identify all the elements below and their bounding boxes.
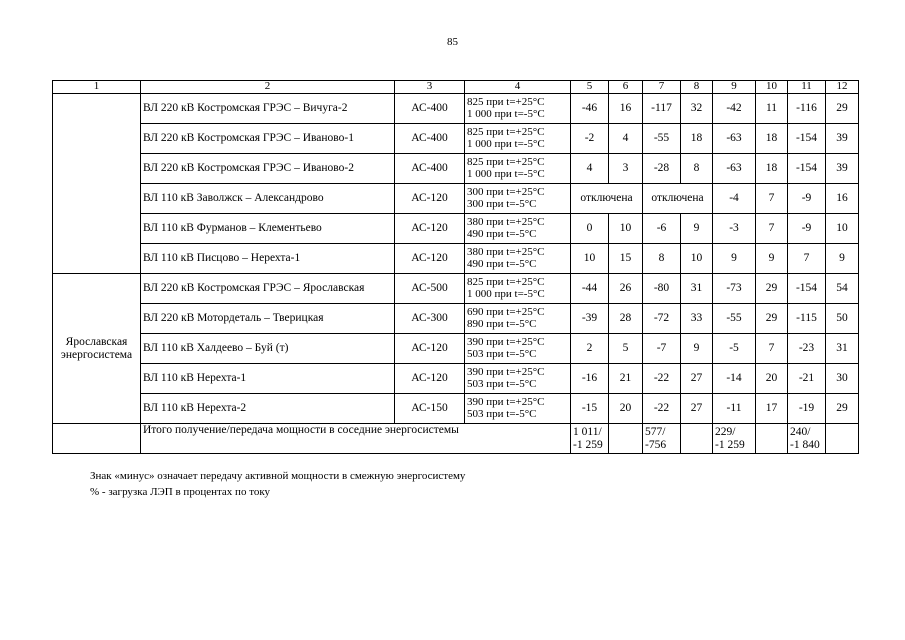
value-cell: -4 xyxy=(713,184,756,214)
value-cell: -23 xyxy=(788,334,826,364)
limit-winter: 503 при t=-5°C xyxy=(467,347,537,360)
value-cell: 26 xyxy=(609,274,643,304)
limit-winter: 300 при t=-5°C xyxy=(467,197,537,210)
value-cell: 8 xyxy=(681,154,713,184)
wire-type: АС-300 xyxy=(395,304,465,334)
limit-winter: 1 000 при t=-5°C xyxy=(467,287,545,300)
status-disconnected: отключена xyxy=(571,184,643,214)
value-cell: 3 xyxy=(609,154,643,184)
value-cell: 20 xyxy=(609,394,643,424)
wire-type: АС-120 xyxy=(395,244,465,274)
value-cell: 7 xyxy=(756,184,788,214)
value-cell: -39 xyxy=(571,304,609,334)
value-cell-empty xyxy=(756,424,788,454)
value-cell: -14 xyxy=(713,364,756,394)
value-cell: -80 xyxy=(643,274,681,304)
line-name: ВЛ 220 кВ Мотордеталь – Тверицкая xyxy=(141,304,395,334)
value-cell: 10 xyxy=(681,244,713,274)
value-cell: -63 xyxy=(713,124,756,154)
table-row xyxy=(53,364,859,394)
value-cell: -5 xyxy=(713,334,756,364)
value-cell: 7 xyxy=(756,334,788,364)
value-cell: 11 xyxy=(756,94,788,124)
line-name: ВЛ 220 кВ Костромская ГРЭС – Вичуга-2 xyxy=(141,94,395,124)
line-name: ВЛ 110 кВ Нерехта-2 xyxy=(141,394,395,424)
value-cell: -154 xyxy=(788,124,826,154)
table-row xyxy=(53,214,859,244)
total-receive: 577/ xyxy=(645,426,666,439)
header-row xyxy=(53,81,859,94)
limit-summer: 825 при t=+25°C xyxy=(467,125,545,138)
value-cell-empty xyxy=(609,424,643,454)
current-limit xyxy=(465,124,571,154)
limit-winter: 490 при t=-5°C xyxy=(467,257,537,270)
total-row xyxy=(53,424,859,454)
value-cell: 39 xyxy=(826,154,859,184)
header-cell: 9 xyxy=(713,81,756,94)
table-row xyxy=(53,124,859,154)
total-transmit: -1 259 xyxy=(573,438,603,451)
value-cell: -154 xyxy=(788,154,826,184)
value-cell: -116 xyxy=(788,94,826,124)
header-cell: 12 xyxy=(826,81,859,94)
value-cell: 2 xyxy=(571,334,609,364)
value-cell: 15 xyxy=(609,244,643,274)
current-limit xyxy=(465,364,571,394)
limit-winter: 1 000 при t=-5°C xyxy=(467,107,545,120)
line-name: ВЛ 220 кВ Костромская ГРЭС – Иваново-1 xyxy=(141,124,395,154)
value-cell: 9 xyxy=(826,244,859,274)
value-cell: 18 xyxy=(756,154,788,184)
value-cell: 31 xyxy=(681,274,713,304)
value-cell: 50 xyxy=(826,304,859,334)
power-flow-table xyxy=(52,80,859,454)
limit-summer: 380 при t=+25°C xyxy=(467,215,545,228)
table-row xyxy=(53,94,859,124)
total-transmit: -1 259 xyxy=(715,438,745,451)
value-cell: 16 xyxy=(826,184,859,214)
value-cell: -9 xyxy=(788,214,826,244)
value-cell: 32 xyxy=(681,94,713,124)
value-cell: -55 xyxy=(713,304,756,334)
limit-summer: 825 при t=+25°C xyxy=(467,275,545,288)
value-cell: -16 xyxy=(571,364,609,394)
header-cell: 5 xyxy=(571,81,609,94)
footnotes xyxy=(90,468,465,500)
value-cell-empty xyxy=(826,424,859,454)
value-cell: -9 xyxy=(788,184,826,214)
value-cell: -73 xyxy=(713,274,756,304)
total-value xyxy=(713,424,756,454)
table-row xyxy=(53,154,859,184)
limit-winter: 1 000 при t=-5°C xyxy=(467,167,545,180)
line-name: ВЛ 110 кВ Писцово – Нерехта-1 xyxy=(141,244,395,274)
line-name: ВЛ 110 кВ Халдеево – Буй (т) xyxy=(141,334,395,364)
value-cell: -28 xyxy=(643,154,681,184)
value-cell: 5 xyxy=(609,334,643,364)
header-cell: 11 xyxy=(788,81,826,94)
limit-summer: 825 при t=+25°C xyxy=(467,95,545,108)
limit-winter: 890 при t=-5°C xyxy=(467,317,537,330)
value-cell: -42 xyxy=(713,94,756,124)
value-cell: 30 xyxy=(826,364,859,394)
value-cell-empty xyxy=(681,424,713,454)
current-limit xyxy=(465,304,571,334)
value-cell: -72 xyxy=(643,304,681,334)
limit-winter: 503 при t=-5°C xyxy=(467,407,537,420)
value-cell: 4 xyxy=(571,154,609,184)
wire-type: АС-400 xyxy=(395,94,465,124)
header-cell: 6 xyxy=(609,81,643,94)
line-name: ВЛ 110 кВ Нерехта-1 xyxy=(141,364,395,394)
limit-summer: 380 при t=+25°C xyxy=(467,245,545,258)
value-cell: 9 xyxy=(713,244,756,274)
limit-summer: 690 при t=+25°C xyxy=(467,305,545,318)
value-cell: 4 xyxy=(609,124,643,154)
header-cell: 8 xyxy=(681,81,713,94)
wire-type: АС-400 xyxy=(395,124,465,154)
wire-type: АС-500 xyxy=(395,274,465,304)
header-cell: 7 xyxy=(643,81,681,94)
value-cell: 17 xyxy=(756,394,788,424)
value-cell: -21 xyxy=(788,364,826,394)
wire-type: АС-120 xyxy=(395,184,465,214)
value-cell: 0 xyxy=(571,214,609,244)
value-cell: -63 xyxy=(713,154,756,184)
wire-type: АС-400 xyxy=(395,154,465,184)
limit-summer: 300 при t=+25°C xyxy=(467,185,545,198)
current-limit xyxy=(465,154,571,184)
value-cell: -22 xyxy=(643,364,681,394)
region-cell-empty xyxy=(53,94,141,274)
value-cell: 29 xyxy=(826,394,859,424)
value-cell: -55 xyxy=(643,124,681,154)
value-cell: -11 xyxy=(713,394,756,424)
limit-summer: 390 при t=+25°C xyxy=(467,335,545,348)
value-cell: -2 xyxy=(571,124,609,154)
value-cell: 10 xyxy=(609,214,643,244)
value-cell: 27 xyxy=(681,364,713,394)
wire-type: АС-120 xyxy=(395,364,465,394)
limit-winter: 503 при t=-5°C xyxy=(467,377,537,390)
current-limit xyxy=(465,394,571,424)
value-cell: -15 xyxy=(571,394,609,424)
table-row xyxy=(53,334,859,364)
value-cell: -7 xyxy=(643,334,681,364)
table-row xyxy=(53,244,859,274)
value-cell: -154 xyxy=(788,274,826,304)
header-cell: 4 xyxy=(465,81,571,94)
value-cell: 33 xyxy=(681,304,713,334)
value-cell: 27 xyxy=(681,394,713,424)
value-cell: 39 xyxy=(826,124,859,154)
value-cell: -22 xyxy=(643,394,681,424)
line-name: ВЛ 110 кВ Заволжск – Александрово xyxy=(141,184,395,214)
total-value xyxy=(788,424,826,454)
current-limit xyxy=(465,274,571,304)
total-receive: 1 011/ xyxy=(573,426,602,439)
value-cell: 9 xyxy=(681,214,713,244)
wire-type: АС-120 xyxy=(395,214,465,244)
value-cell: 10 xyxy=(571,244,609,274)
page-number: 85 xyxy=(447,36,458,48)
value-cell: -6 xyxy=(643,214,681,244)
table-row xyxy=(53,394,859,424)
value-cell: 29 xyxy=(756,304,788,334)
value-cell: 29 xyxy=(756,274,788,304)
total-transmit: -756 xyxy=(645,438,667,451)
limit-winter: 1 000 при t=-5°C xyxy=(467,137,545,150)
footnote-percent: % - загрузка ЛЭП в процентах по току xyxy=(90,486,271,498)
wire-type: АС-150 xyxy=(395,394,465,424)
value-cell: 7 xyxy=(756,214,788,244)
line-name: ВЛ 220 кВ Костромская ГРЭС – Иваново-2 xyxy=(141,154,395,184)
line-name: ВЛ 220 кВ Костромская ГРЭС – Ярославская xyxy=(141,274,395,304)
footnote-minus-sign: Знак «минус» означает передачу активной мощности в смежную энергосистему xyxy=(90,470,466,482)
value-cell: -115 xyxy=(788,304,826,334)
value-cell: 9 xyxy=(756,244,788,274)
current-limit xyxy=(465,94,571,124)
value-cell: -44 xyxy=(571,274,609,304)
line-name: ВЛ 110 кВ Фурманов – Клементьево xyxy=(141,214,395,244)
value-cell: 18 xyxy=(756,124,788,154)
total-label: Итого получение/передача мощности в соседние энергосистемы xyxy=(141,424,571,454)
limit-summer: 390 при t=+25°C xyxy=(467,395,545,408)
table-row xyxy=(53,304,859,334)
region-name: Ярославская энергосистема xyxy=(53,274,141,424)
header-cell: 3 xyxy=(395,81,465,94)
value-cell: 29 xyxy=(826,94,859,124)
value-cell: 16 xyxy=(609,94,643,124)
value-cell: 18 xyxy=(681,124,713,154)
total-receive: 229/ xyxy=(715,426,736,439)
total-value xyxy=(643,424,681,454)
value-cell: 10 xyxy=(826,214,859,244)
value-cell: -3 xyxy=(713,214,756,244)
value-cell: 28 xyxy=(609,304,643,334)
table-row xyxy=(53,184,859,214)
status-disconnected: отключена xyxy=(643,184,713,214)
value-cell: 9 xyxy=(681,334,713,364)
current-limit xyxy=(465,334,571,364)
wire-type: АС-120 xyxy=(395,334,465,364)
value-cell: 7 xyxy=(788,244,826,274)
value-cell: 31 xyxy=(826,334,859,364)
value-cell: -46 xyxy=(571,94,609,124)
total-region-empty xyxy=(53,424,141,454)
total-value xyxy=(571,424,609,454)
limit-summer: 390 при t=+25°C xyxy=(467,365,545,378)
total-receive: 240/ xyxy=(790,426,811,439)
value-cell: 54 xyxy=(826,274,859,304)
limit-winter: 490 при t=-5°C xyxy=(467,227,537,240)
value-cell: 21 xyxy=(609,364,643,394)
header-cell: 10 xyxy=(756,81,788,94)
current-limit xyxy=(465,184,571,214)
total-transmit: -1 840 xyxy=(790,438,820,451)
limit-summer: 825 при t=+25°C xyxy=(467,155,545,168)
current-limit xyxy=(465,214,571,244)
table-row xyxy=(53,274,859,304)
current-limit xyxy=(465,244,571,274)
header-cell: 1 xyxy=(53,81,141,94)
header-cell: 2 xyxy=(141,81,395,94)
value-cell: -19 xyxy=(788,394,826,424)
value-cell: 8 xyxy=(643,244,681,274)
value-cell: -117 xyxy=(643,94,681,124)
value-cell: 20 xyxy=(756,364,788,394)
